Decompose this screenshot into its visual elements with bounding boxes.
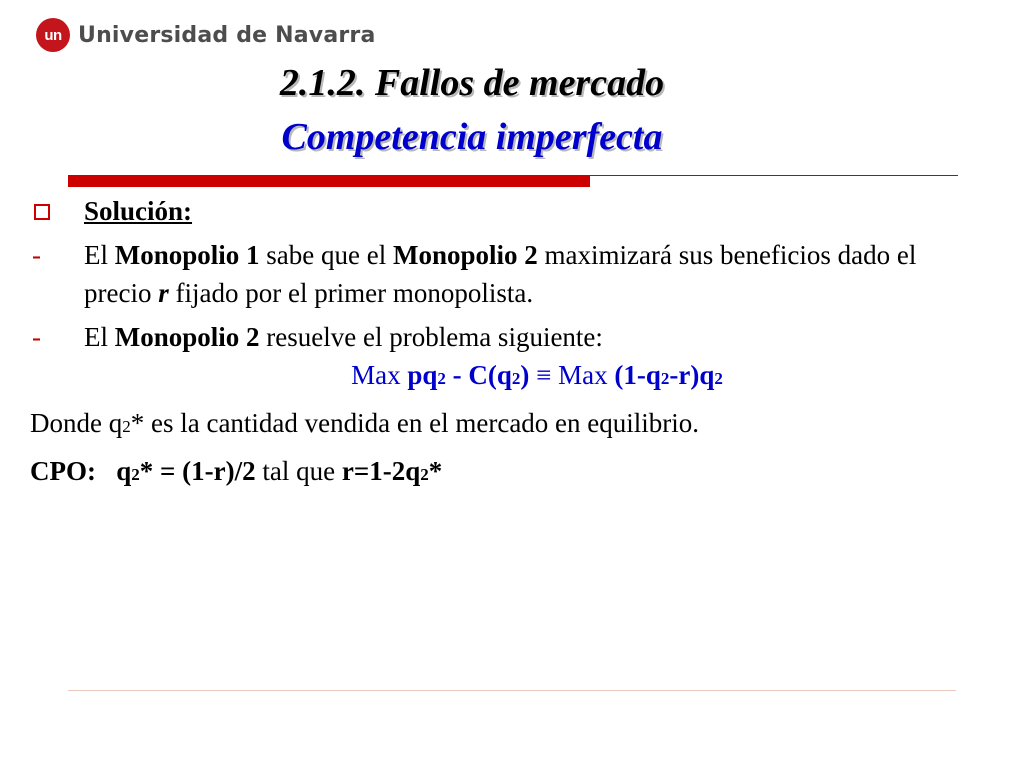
university-logo bbox=[36, 18, 376, 52]
logo-text: Universidad de Navarra bbox=[78, 22, 376, 48]
title-rule-thin bbox=[590, 175, 958, 176]
square-bullet-icon bbox=[34, 204, 50, 220]
list-item bbox=[30, 236, 990, 312]
slide-title: 2.1.2. Fallos de mercado bbox=[279, 62, 665, 104]
solution-heading: Solución: bbox=[84, 196, 193, 226]
heading-row bbox=[30, 192, 990, 230]
formula: Max pq2 - C(q2) ≡ Max (1-q2-r)q2 bbox=[351, 360, 723, 390]
cpo-line: CPO: q2* = (1-r)/2 tal que r=1-2q2* bbox=[30, 456, 443, 486]
slide-body bbox=[30, 192, 990, 494]
item2-text: El Monopolio 2 resuelve el problema siguiente: bbox=[84, 322, 603, 352]
dash-bullet-icon: - bbox=[32, 322, 41, 352]
logo-mark: un bbox=[36, 18, 70, 52]
cpo-label: CPO: bbox=[30, 456, 96, 486]
title-rule-thick bbox=[68, 175, 590, 187]
slide-subtitle: Competencia imperfecta bbox=[281, 116, 663, 158]
donde-line: Donde q2* es la cantidad vendida en el mercado en equilibrio. bbox=[30, 408, 700, 438]
item1-text: El Monopolio 1 sabe que el Monopolio 2 maximizará sus beneficios dado el precio r fijado por el primer monopolista. bbox=[84, 240, 917, 308]
list-item bbox=[30, 318, 990, 356]
dash-bullet-icon: - bbox=[32, 240, 41, 270]
footer-rule bbox=[68, 690, 956, 691]
